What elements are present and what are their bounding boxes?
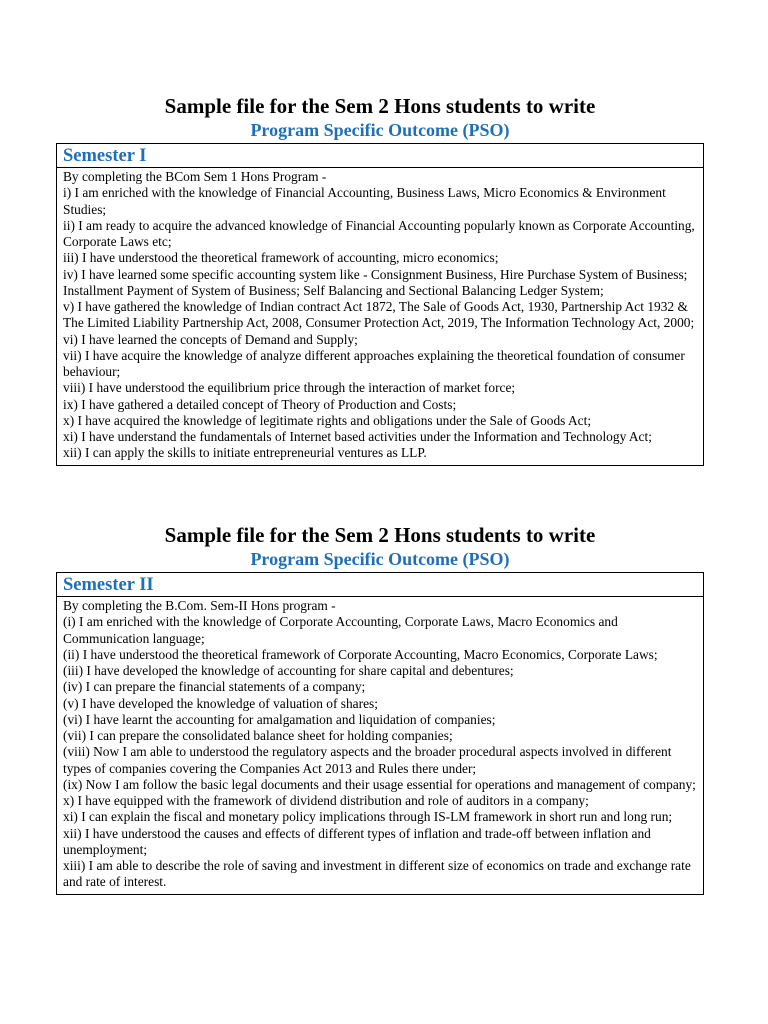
outcome-line: (vi) I have learnt the accounting for amalgamation and liquidation of companies; [63,711,496,727]
outcome-line: (v) I have developed the knowledge of valuation of shares; [63,695,378,711]
outcome-line: iv) I have learned some specific accounting system like - Consignment Business, Hire Purchase System of Business; Installment Payment of System of Business; Self Balancing and Sectional Balancing Ledger System; [63,266,688,298]
outcome-line: vi) I have learned the concepts of Demand and Supply; [63,331,358,347]
outcome-line: iii) I have understood the theoretical framework of accounting, micro economics; [63,250,499,266]
outcome-line: (ix) Now I am follow the basic legal documents and their usage essential for operations and management of company; [63,776,696,792]
semester-1-outcomes [57,168,703,465]
outcome-line: xii) I have understood the causes and effects of different types of inflation and trade-off between inflation and unemployment; [63,825,651,857]
outcome-line: ix) I have gathered a detailed concept of Theory of Production and Costs; [63,396,457,412]
outcome-line: xi) I have understand the fundamentals of Internet based activities under the Information and Technology Act; [63,429,652,444]
semester-2-outcomes [57,597,703,894]
semester-1-box [56,143,704,466]
semester-2-section [56,522,704,895]
outcome-line: x) I have acquired the knowledge of legitimate rights and obligations under the Sale of Goods Act; [63,412,592,428]
outcome-line: By completing the B.Com. Sem-II Hons program - [63,598,336,613]
document-title: Sample file for the Sem 2 Hons students to write [164,94,596,118]
outcome-line: xiii) I am able to describe the role of saving and investment in different size of economics on trade and exchange rate and rate of interest. [63,858,691,890]
outcome-line: xii) I can apply the skills to initiate entrepreneurial ventures as LLP. [63,445,427,461]
outcome-line: (iii) I have developed the knowledge of accounting for share capital and debentures; [63,663,514,678]
outcome-line: v) I have gathered the knowledge of Indian contract Act 1872, The Sale of Goods Act, 1930, Partnership Act 1932 & The Limited Liability Partnership Act, 2008, Consumer Protection Act, 2019, The Information Technology Act, 2000; [63,299,695,331]
outcome-line: vii) I have acquire the knowledge of analyze different approaches explaining the theoretical foundation of consumer behaviour; [63,347,685,379]
outcome-line: ii) I am ready to acquire the advanced knowledge of Financial Accounting popularly known as Corporate Accounting, Corporate Laws etc; [63,217,695,249]
outcome-line: (i) I am enriched with the knowledge of Corporate Accounting, Corporate Laws, Macro Economics and Communication language; [63,614,618,646]
outcome-line: xi) I can explain the fiscal and monetary policy implications through IS-LM framework in short run and long run; [63,809,673,825]
outcome-line: By completing the BCom Sem 1 Hons Program - [63,169,327,184]
pso-subtitle-2: Program Specific Outcome (PSO) [250,549,510,569]
document-title-2: Sample file for the Sem 2 Hons students to write [164,523,596,547]
pso-subtitle: Program Specific Outcome (PSO) [250,120,510,140]
outcome-line: x) I have equipped with the framework of dividend distribution and role of auditors in a company; [63,793,589,808]
outcome-line: (iv) I can prepare the financial statements of a company; [63,679,366,695]
outcome-line: (viii) Now I am able to understood the regulatory aspects and the broader procedural aspects involved in different types of companies covering the Companies Act 2013 and Rules there under; [63,744,672,776]
semester-1-section [56,93,704,466]
outcome-line: (vii) I can prepare the consolidated balance sheet for holding companies; [63,728,453,743]
outcome-line: (ii) I have understood the theoretical framework of Corporate Accounting, Macro Economics, Corporate Laws; [63,646,658,662]
outcome-line: viii) I have understood the equilibrium price through the interaction of market force; [63,380,516,396]
semester-2-heading: Semester II [57,573,703,597]
semester-2-box [56,572,704,895]
semester-1-heading: Semester I [57,144,703,168]
outcome-line: i) I am enriched with the knowledge of Financial Accounting, Business Laws, Micro Economics & Environment Studies; [63,185,666,217]
